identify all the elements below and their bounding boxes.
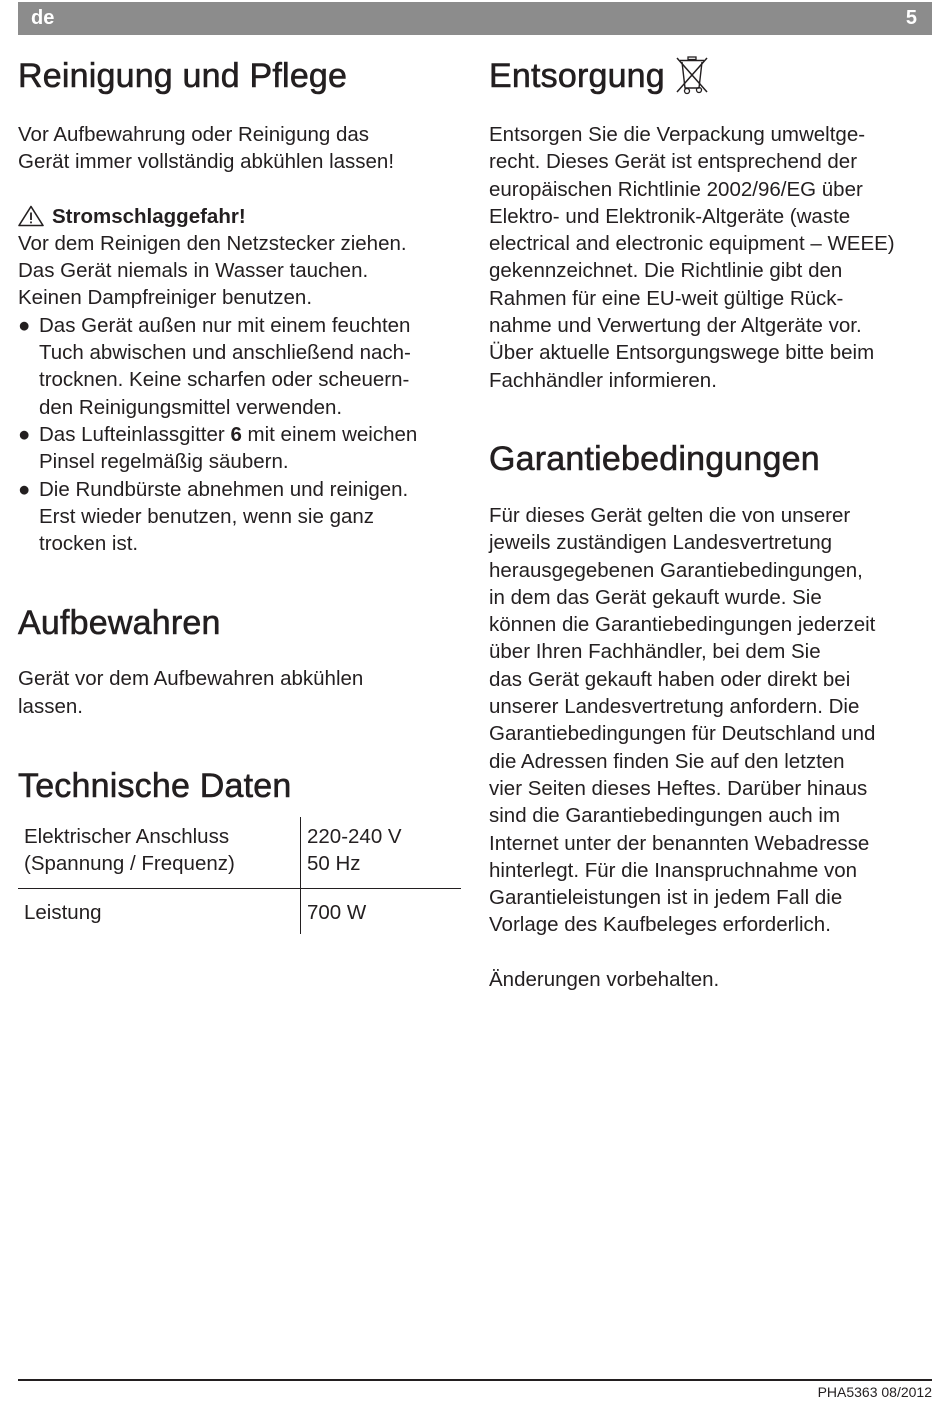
list-item: [18, 421, 468, 476]
disposal-line: Elektro- und Elektronik-Altgeräte (waste: [489, 204, 851, 228]
section-reinigung: [18, 55, 468, 557]
heading-garantie: Garantiebedingungen: [489, 439, 820, 478]
list-item-line: Pinsel regelmäßig säubern.: [39, 450, 289, 474]
storage-line: Gerät vor dem Aufbewahren abkühlen: [18, 667, 364, 691]
right-column: [489, 55, 929, 993]
list-item-line: den Reinigungsmittel verwenden.: [39, 395, 343, 419]
footer-divider: [18, 1379, 932, 1381]
list-item-text: Das Lufteinlassgitter: [39, 422, 231, 446]
heading-technische-daten: Technische Daten: [18, 767, 292, 806]
disposal-line: nahme und Verwertung der Altgeräte vor.: [489, 314, 862, 338]
list-item-line: Die Rundbürste abnehmen und reinigen.: [39, 477, 409, 501]
warning-line: Vor dem Reinigen den Netzstecker ziehen.: [18, 231, 407, 255]
section-garantie: [489, 438, 929, 993]
disposal-line: Über aktuelle Entsorgungswege bitte beim: [489, 341, 875, 365]
list-item: [18, 476, 468, 558]
spec-label-line: Elektrischer Anschluss: [24, 825, 230, 849]
warning-line: Das Gerät niemals in Wasser tauchen.: [18, 259, 369, 283]
disposal-line: europäischen Richtlinie 2002/96/EG über: [489, 177, 863, 201]
warranty-line: Garantiebedingungen für Deutschland und: [489, 722, 876, 746]
spec-label: [18, 817, 301, 888]
changes-note: Änderungen vorbehalten.: [489, 967, 720, 991]
table-row: [18, 817, 461, 888]
heading-aufbewahren: Aufbewahren: [18, 604, 221, 643]
intro-line-2: Gerät immer vollständig abkühlen lassen!: [18, 150, 395, 174]
section-technische-daten: [18, 765, 468, 934]
warranty-line: Für dieses Gerät gelten die von unserer: [489, 503, 851, 527]
part-number: 6: [230, 422, 242, 446]
warranty-text: [489, 502, 929, 939]
warranty-line: jeweils zuständigen Landesvertretung: [489, 531, 833, 555]
disposal-line: electrical and electronic equipment – WEEE): [489, 232, 895, 256]
spec-value-line: 50 Hz: [307, 852, 361, 876]
bullet-dot-icon: ●: [18, 422, 31, 446]
section-entsorgung: [489, 55, 929, 394]
warranty-line: sind die Garantiebedingungen auch im: [489, 804, 841, 828]
warranty-line: in dem das Gerät gekauft wurde. Sie: [489, 585, 822, 609]
list-item-line: trocknen. Keine scharfen oder scheuern-: [39, 368, 410, 392]
disposal-line: Entsorgen Sie die Verpackung umweltge-: [489, 123, 866, 146]
list-item-line: trocken ist.: [39, 532, 139, 556]
disposal-line: Fachhändler informieren.: [489, 368, 717, 392]
spec-label-line: (Spannung / Frequenz): [24, 852, 235, 876]
spec-value: [301, 817, 462, 888]
spec-label: Leistung: [18, 888, 301, 934]
warranty-line: Garantieleistungen ist in jedem Fall die: [489, 886, 843, 910]
list-item-line: Das Gerät außen nur mit einem feuchten: [39, 313, 411, 337]
list-item-line: Tuch abwischen und anschließend nach-: [39, 341, 411, 365]
language-code: de: [31, 7, 55, 29]
warranty-line: hinterlegt. Für die Inanspruchnahme von: [489, 858, 858, 882]
warranty-line: Internet unter der benannten Webadresse: [489, 831, 870, 855]
warranty-line: Vorlage des Kaufbeleges erforderlich.: [489, 913, 831, 937]
header-bar: [18, 2, 932, 35]
warranty-line: vier Seiten dieses Heftes. Darüber hinaus: [489, 776, 868, 800]
warning-triangle-icon: [18, 205, 44, 227]
cleaning-steps-list: [18, 312, 468, 558]
warning-heading: [18, 203, 468, 230]
section-aufbewahren: [18, 602, 468, 720]
bullet-dot-icon: ●: [18, 477, 31, 501]
list-item-line: Erst wieder benutzen, wenn sie ganz: [39, 504, 375, 528]
warranty-line: über Ihren Fachhändler, bei dem Sie: [489, 640, 821, 664]
left-column: [18, 55, 468, 934]
spec-value-line: 220-240 V: [307, 825, 402, 849]
list-item-line: [39, 421, 468, 448]
crossed-out-wheelie-bin-icon: [675, 55, 709, 95]
warning-line: Keinen Dampfreiniger benutzen.: [18, 286, 313, 310]
intro-line-1: Vor Aufbewahrung oder Reinigung das: [18, 123, 370, 146]
warning-title: Stromschlaggefahr!: [52, 204, 246, 228]
entsorgung-heading-row: [489, 55, 929, 97]
list-item-text: mit einem weichen: [241, 422, 418, 446]
disposal-line: gekennzeichnet. Die Richtlinie gibt den: [489, 259, 843, 283]
list-item: [18, 312, 468, 421]
tech-specs-table: [18, 817, 461, 934]
table-row: [18, 888, 461, 934]
disposal-line: Rahmen für eine EU-weit gültige Rück-: [489, 286, 844, 310]
warranty-line: die Adressen finden Sie auf den letzten: [489, 749, 845, 773]
warranty-line: herausgegebenen Garantiebedingungen,: [489, 558, 863, 582]
storage-line: lassen.: [18, 694, 83, 718]
spec-value: 700 W: [307, 900, 367, 924]
heading-entsorgung: Entsorgung: [489, 57, 665, 95]
document-code: PHA5363 08/2012: [817, 1384, 932, 1400]
page-number: 5: [905, 7, 917, 29]
warranty-line: unserer Landesvertretung anfordern. Die: [489, 695, 860, 719]
warranty-line: das Gerät gekauft haben oder direkt bei: [489, 667, 851, 691]
bullet-dot-icon: ●: [18, 313, 31, 337]
heading-reinigung: Reinigung und Pflege: [18, 57, 348, 95]
disposal-line: recht. Dieses Gerät ist entsprechend der: [489, 150, 858, 174]
disposal-text: [489, 121, 929, 394]
warranty-line: können die Garantiebedingungen jederzeit: [489, 613, 876, 637]
